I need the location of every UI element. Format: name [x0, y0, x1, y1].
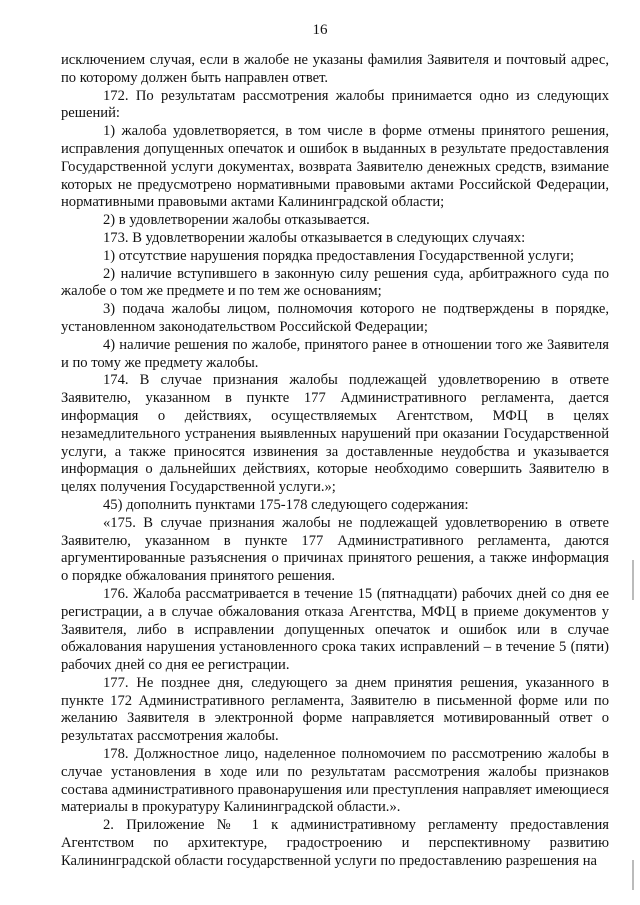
- paragraph: 1) отсутствие нарушения порядка предоставления Государственной услуги;: [103, 247, 575, 264]
- paragraph: 1) жалоба удовлетворяется, в том числе в форме отмены принятого решения, исправления допущенных опечаток и ошибок в выданных в результате предоставления Государственной услуги документах, возврата Заявителю денежных средств, взимание которых не предусмотрено нормативными правовыми актами Российской Федерации, нормативными правовыми актами Калининградской области;: [61, 123, 609, 211]
- paragraph: исключением случая, если в жалобе не указаны фамилия Заявителя и почтовый адрес, по которому должен быть направлен ответ.: [61, 52, 609, 86]
- paragraph: 2. Приложение № 1 к административному регламенту предоставления Агентством по архитектуре, градостроению и перспективному развитию Калининградской области государственной услуги по предоставлению разрешения на: [61, 817, 609, 869]
- paragraph: 2) наличие вступившего в законную силу решения суда, арбитражного суда по жалобе о том же предмете и по тем же основаниям;: [61, 265, 609, 300]
- document-body: [61, 52, 609, 871]
- paragraph: 178. Должностное лицо, наделенное полномочием по рассмотрению жалобы в случае установления в ходе или по результатам рассмотрения жалобы признаков состава административного правонарушения или преступления направляет имеющиеся материалы в прокуратуру Калининградской области.».: [61, 746, 609, 816]
- paragraph: 45) дополнить пунктами 175-178 следующего содержания:: [103, 496, 469, 513]
- paragraph: 172. По результатам рассмотрения жалобы принимается одно из следующих решений:: [61, 87, 609, 122]
- paragraph: 176. Жалоба рассматривается в течение 15 (пятнадцати) рабочих дней со дня ее регистрации, а в случае обжалования отказа Агентства, МФЦ в приеме документов у Заявителя, либо в исправлении допущенных опечаток и ошибок или в случае обжалования нарушения установленного срока таких исправлений – в течение 5 (пяти) рабочих дней со дня ее регистрации.: [61, 585, 609, 674]
- paragraph: 173. В удовлетворении жалобы отказывается в следующих случаях:: [103, 229, 526, 246]
- scan-edge-mark: [632, 860, 634, 890]
- paragraph: 2) в удовлетворении жалобы отказывается.: [103, 212, 370, 229]
- paragraph: 174. В случае признания жалобы подлежащей удовлетворению в ответе Заявителю, указанном в пункте 177 Административного регламента, дается информация о действиях, осуществляемых Агентством, МФЦ в целях незамедлительного устранения выявленных нарушений при оказании Государственной услуги, а также приносятся извинения за доставленные неудобства и указывается информация о дальнейших действиях, которые необходимо совершить Заявителю в целях получения Государственной услуги.»;: [61, 372, 609, 496]
- paragraph: 3) подача жалобы лицом, полномочия которого не подтверждены в порядке, установленном законодательством Российской Федерации;: [61, 301, 609, 335]
- paragraph: 177. Не позднее дня, следующего за днем принятия решения, указанного в пункте 172 Административного регламента, Заявителю в письменной форме или по желанию Заявителя в электронной форме направляется мотивированный ответ о результатах рассмотрения жалобы.: [61, 674, 609, 745]
- page-number: 16: [312, 22, 328, 38]
- paragraph: 4) наличие решения по жалобе, принятого ранее в отношении того же Заявителя и по тому же предмету жалобы.: [61, 336, 609, 371]
- scan-edge-mark: [632, 560, 634, 600]
- paragraph: «175. В случае признания жалобы не подлежащей удовлетворению в ответе Заявителю, указанном в пункте 177 Административного регламента, даются аргументированные разъяснения о причинах принятого решения, а также информация о порядке обжалования принятого решения.: [61, 514, 609, 585]
